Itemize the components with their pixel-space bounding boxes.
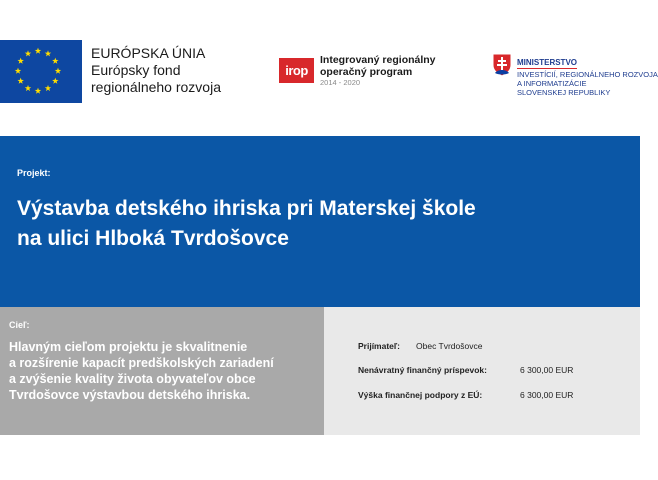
irop-years: 2014 - 2020 [320, 78, 361, 87]
eu-support-row [358, 390, 574, 400]
eu-star-icon [35, 88, 41, 94]
eu-line-1: EURÓPSKA ÚNIA [91, 45, 206, 61]
irop-text [320, 54, 436, 88]
project-banner [0, 136, 640, 307]
eu-flag-logo [0, 40, 82, 103]
project-label: Projekt: [17, 168, 51, 178]
goal-line-1: Hlavným cieľom projektu je skvalitnenie [9, 340, 248, 354]
eu-fund-text [91, 45, 221, 96]
goal-label: Cieľ: [9, 320, 30, 330]
goal-text [9, 339, 314, 403]
irop-logo: irop [279, 58, 314, 83]
recipient-label: Prijímateľ: [358, 341, 401, 351]
project-title [17, 194, 617, 254]
recipient-row [358, 341, 483, 351]
goal-line-2: a rozšírenie kapacít predškolských zariadení [9, 356, 274, 370]
eu-star-icon [17, 58, 23, 64]
eu-star-icon [15, 68, 21, 74]
eu-star-icon [55, 68, 61, 74]
ministry-line-1: MINISTERSTVO [517, 58, 578, 67]
nfp-label: Nenávratný finančný príspevok: [358, 365, 487, 375]
ministry-line-2: INVESTÍCIÍ, REGIONÁLNEHO ROZVOJA [517, 70, 658, 79]
recipient-value: Obec Tvrdošovce [416, 341, 483, 351]
nfp-row [358, 365, 574, 375]
nfp-value: 6 300,00 EUR [520, 365, 574, 375]
eu-star-icon [17, 78, 23, 84]
irop-line-2: operačný program [320, 66, 413, 78]
eu-star-icon [52, 78, 58, 84]
goal-panel [0, 307, 324, 435]
eu-line-2: Európsky fond [91, 62, 181, 78]
eu-star-icon [25, 50, 31, 56]
eu-star-icon [52, 58, 58, 64]
eu-star-icon [25, 85, 31, 91]
eu-stars-icon [0, 40, 82, 103]
slovak-crest-icon [492, 53, 512, 77]
eu-star-icon [35, 48, 41, 54]
irop-line-1: Integrovaný regionálny [320, 54, 436, 66]
goal-line-3: a zvýšenie kvality života obyvateľov obce [9, 372, 256, 386]
project-title-line-2: na ulici Hlboká Tvrdošovce [17, 227, 289, 250]
eu-line-3: regionálneho rozvoja [91, 79, 221, 95]
ministry-text [517, 52, 658, 97]
eu-support-label: Výška finančnej podpory z EÚ: [358, 390, 483, 400]
funding-info-panel [324, 307, 640, 435]
project-title-line-1: Výstavba detského ihriska pri Materskej škole [17, 197, 476, 220]
eu-support-value: 6 300,00 EUR [520, 390, 574, 400]
eu-star-icon [45, 85, 51, 91]
goal-line-4: Tvrdošovce výstavbou detského ihriska. [9, 388, 251, 402]
ministry-line-4: SLOVENSKEJ REPUBLIKY [517, 88, 611, 97]
ministry-line-3: A INFORMATIZÁCIE [517, 79, 587, 88]
eu-star-icon [45, 50, 51, 56]
